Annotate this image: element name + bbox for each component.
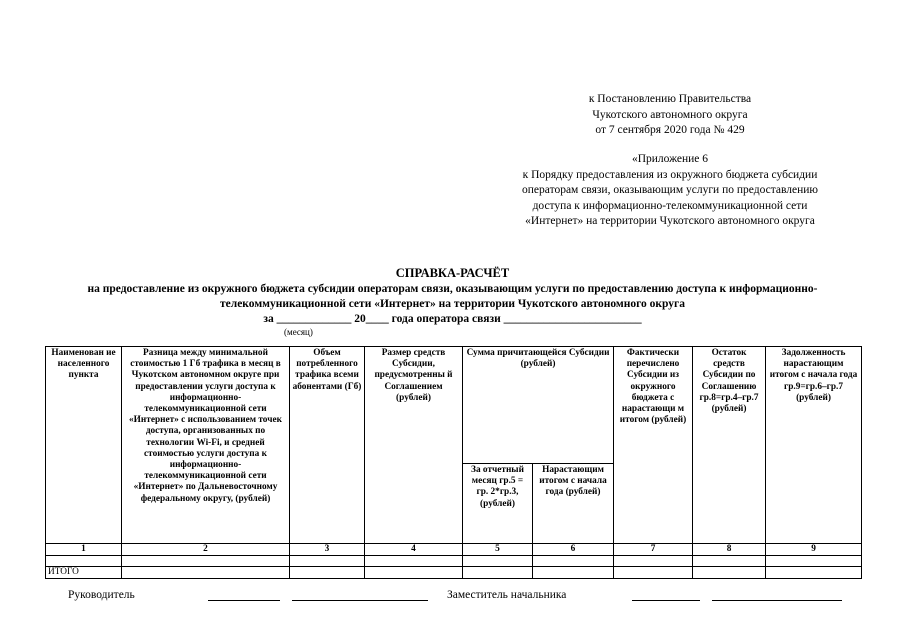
header-reporting-month: За отчетный месяц гр.5 = гр. 2*гр.3, (рублей)	[463, 464, 533, 544]
appendix-line-5: «Интернет» на территории Чукотского автономного округа	[525, 215, 815, 227]
header-debt: Задолженность нарастающим итогом с начала года гр.9=гр.6–гр.7 (рублей)	[766, 347, 862, 544]
appendix-line-4: доступа к информационно-телекоммуникационной сети	[532, 199, 808, 212]
column-number: 8	[693, 544, 766, 556]
name-line-head[interactable]	[292, 600, 428, 601]
name-line-deputy[interactable]	[712, 600, 842, 601]
total-cell[interactable]	[365, 567, 463, 579]
header-remaining: Остаток средств Субсидии по Соглашению гр.8=гр.4–гр.7 (рублей)	[693, 347, 766, 544]
table-cell[interactable]	[46, 556, 122, 567]
appendix-line-2: к Порядку предоставления из окружного бюджета субсидии	[522, 168, 818, 181]
table-cell[interactable]	[365, 556, 463, 567]
header-subsidy-amount-agreement: Размер средств Субсидии, предусмотренны й Соглашением (рублей)	[365, 347, 463, 544]
column-number: 9	[766, 544, 862, 556]
appendix-line-3: операторам связи, оказывающим услуги по предоставлению	[522, 184, 818, 196]
header-price-difference: Разница между минимальной стоимостью 1 Гб трафика в месяц в Чукотском автономном округе при предоставлении услуги доступа к информационно-телекоммуникационной сети «Интернет» с использованием точек доступа, организованных по технологии Wi-Fi, и средней стоимостью услуги доступа к информационно-телекоммуникационной сети «Интернет» по Дальневосточному федеральному округу, (рублей)	[122, 347, 290, 544]
resolution-line-3: от 7 сентября 2020 года № 429	[595, 124, 745, 136]
table-cell[interactable]	[766, 556, 862, 567]
column-number: 7	[614, 544, 693, 556]
signature-role-deputy: Заместитель начальника	[447, 589, 567, 601]
total-row	[46, 567, 862, 579]
resolution-reference	[560, 92, 780, 139]
signature-line-head[interactable]	[208, 600, 280, 601]
header-row-1	[46, 347, 862, 464]
resolution-line-2: Чукотского автономного округа	[592, 108, 748, 121]
document-title: СПРАВКА-РАСЧЁТ	[395, 266, 510, 280]
table-cell[interactable]	[122, 556, 290, 567]
calculation-table	[45, 346, 862, 579]
column-number: 3	[290, 544, 365, 556]
header-traffic-volume: Объем потребленного трафика всеми абонентами (Гб)	[290, 347, 365, 544]
header-settlement-name: Наименован ие населенного пункта	[46, 347, 122, 544]
column-number: 5	[463, 544, 533, 556]
total-cell[interactable]	[614, 567, 693, 579]
appendix-line-1: «Приложение 6	[631, 153, 709, 165]
total-cell[interactable]	[290, 567, 365, 579]
column-number: 6	[533, 544, 614, 556]
table-row	[46, 556, 862, 567]
column-number-row	[46, 544, 862, 556]
header-transferred: Фактически перечислено Субсидии из окружного бюджета с нарастающи м итогом (рублей)	[614, 347, 693, 544]
table-cell[interactable]	[614, 556, 693, 567]
document-subtitle-line-1: на предоставление из окружного бюджета субсидии операторам связи, оказывающим услуги по предоставлению доступа к информационно-	[87, 283, 818, 295]
signature-role-head: Руководитель	[68, 589, 135, 601]
table-cell[interactable]	[463, 556, 533, 567]
column-number: 1	[46, 544, 122, 556]
total-cell[interactable]	[766, 567, 862, 579]
header-subsidy-due: Сумма причитающейся Субсидии (рублей)	[463, 347, 614, 464]
total-cell[interactable]	[693, 567, 766, 579]
table-cell[interactable]	[290, 556, 365, 567]
document-subtitle-line-2: телекоммуникационной сети «Интернет» на территории Чукотского автономного округа	[220, 298, 685, 310]
signature-line-deputy[interactable]	[632, 600, 700, 601]
total-cell[interactable]	[533, 567, 614, 579]
appendix-reference	[485, 152, 855, 230]
month-note: (месяц)	[284, 327, 313, 337]
table-cell[interactable]	[533, 556, 614, 567]
column-number: 4	[365, 544, 463, 556]
total-cell[interactable]	[122, 567, 290, 579]
total-cell[interactable]	[463, 567, 533, 579]
column-number: 2	[122, 544, 290, 556]
resolution-line-1: к Постановлению Правительства	[588, 93, 752, 105]
total-label: ИТОГО	[46, 567, 122, 579]
header-cumulative: Нарастающим итогом с начала года (рублей)	[533, 464, 614, 544]
period-line: за _____________ 20____ года оператора связи ________________________	[263, 313, 642, 325]
table-cell[interactable]	[693, 556, 766, 567]
